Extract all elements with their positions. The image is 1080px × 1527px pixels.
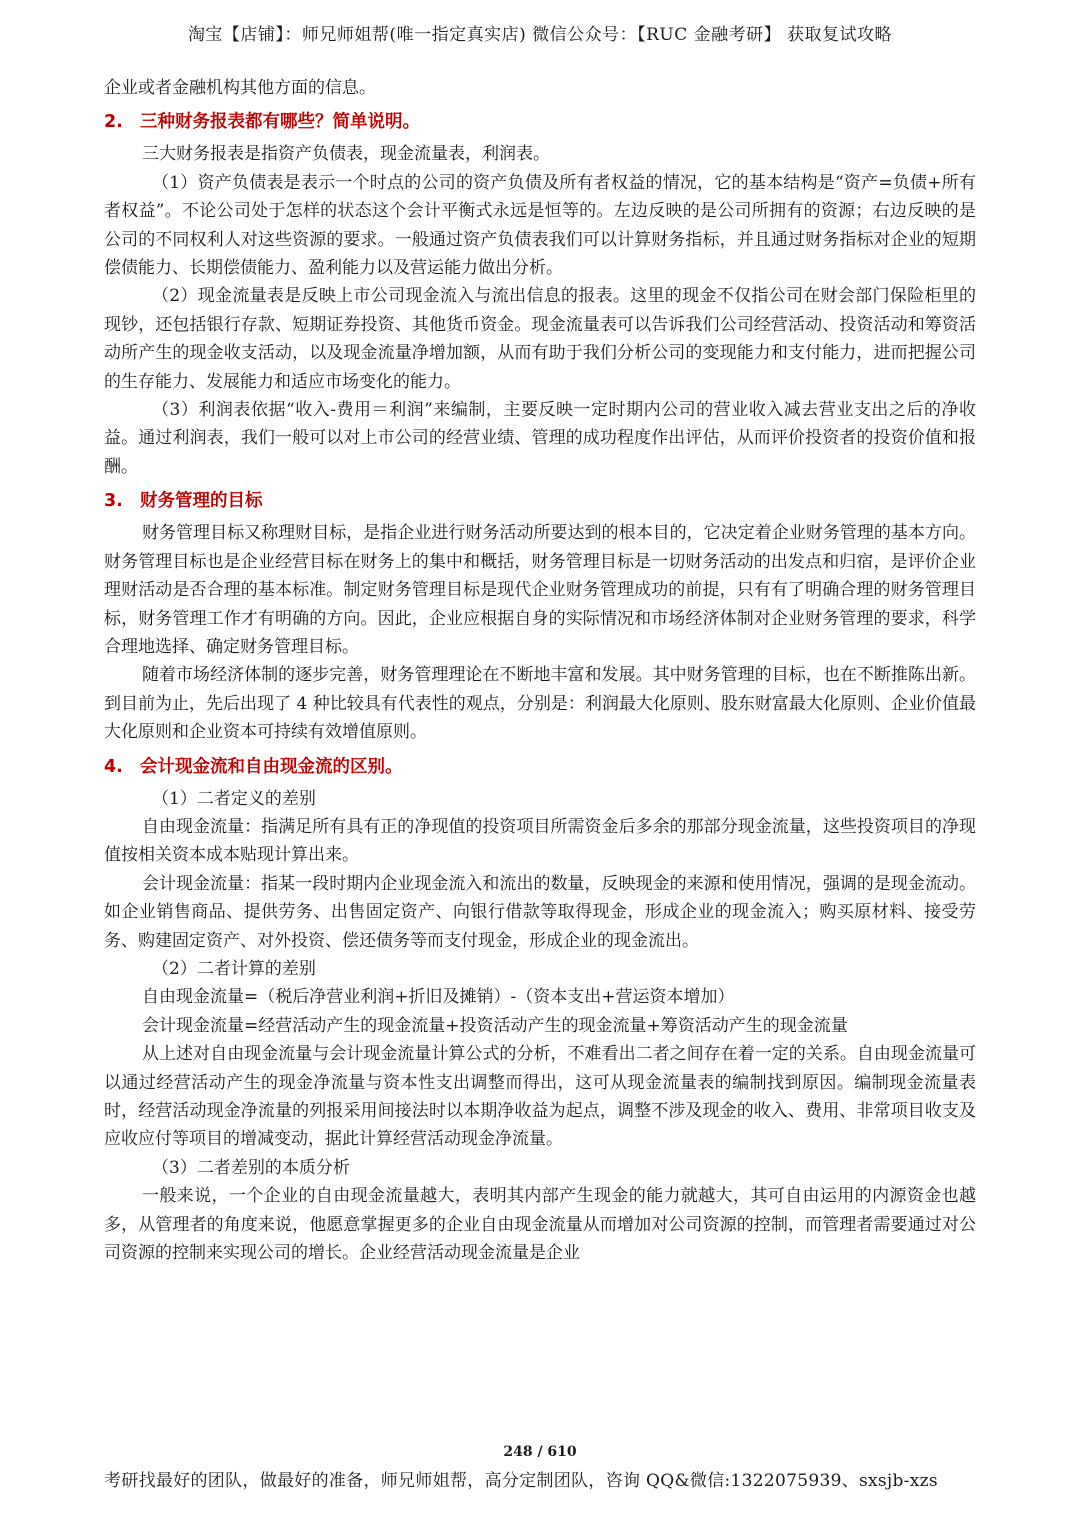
subheading: （1）二者定义的差别 [152, 788, 316, 809]
section-title: 财务管理的目标 [140, 491, 263, 512]
paragraph: （2）现金流量表是反映上市公司现金流入与流出信息的报表。这里的现金不仅指公司在财会部门保险柜里的现钞，还包括银行存款、短期证券投资、其他货币资金。现金流量表可以告诉我们公司经营活动、投资活动和筹资活动所产生的现金收支活动，以及现金流量净增加额，从而有助于我们分析公司的变现能力和支付能力，进而把握公司的生存能力、发展能力和适应市场变化的能力。 [104, 286, 976, 392]
paragraph: （3）利润表依据“收入-费用＝利润”来编制，主要反映一定时期内公司的营业收入减去营业支出之后的净收益。通过利润表，我们一般可以对上市公司的经营业绩、管理的成功程度作出评估，从而评价投资者的投资价值和报酬。 [104, 400, 976, 477]
paragraph: 自由现金流量：指满足所有具有正的净现值的投资项目所需资金后多余的那部分现金流量，这些投资项目的净现值按相关资本成本贴现计算出来。 [104, 816, 976, 866]
section-number: 4. [104, 756, 123, 777]
section-number: 3. [104, 491, 123, 512]
paragraph: 从上述对自由现金流量与会计现金流量计算公式的分析，不难看出二者之间存在着一定的关系。自由现金流量可以通过经营活动产生的现金净流量与资本性支出调整而得出，这可从现金流量表的编制找到原因。编制现金流量表时，经营活动现金净流量的列报采用间接法时以本期净收益为起点，调整不涉及现金的收入、费用、非常项目收支及应收应付等项目的增减变动，据此计算经营活动现金净流量。 [104, 1044, 976, 1150]
paragraph: 三大财务报表是指资产负债表，现金流量表，利润表。 [142, 144, 550, 165]
carryover-paragraph: 企业或者金融机构其他方面的信息。 [104, 78, 376, 98]
document-body [104, 74, 976, 1267]
subheading: （2）二者计算的差别 [152, 958, 316, 979]
section-heading-4 [104, 753, 976, 781]
subheading: （3）二者差别的本质分析 [152, 1157, 350, 1178]
paragraph: 财务管理目标又称理财目标，是指企业进行财务活动所要达到的根本目的，它决定着企业财务管理的基本方向。财务管理目标也是企业经营目标在财务上的集中和概括，财务管理目标是一切财务活动的出发点和归宿，是评价企业理财活动是否合理的基本标准。制定财务管理目标是现代企业财务管理成功的前提，只有有了明确合理的财务管理目标，财务管理工作才有明确的方向。因此，企业应根据自身的实际情况和市场经济体制对企业财务管理的要求，科学合理地选择、确定财务管理目标。 [104, 523, 976, 657]
section-number: 2. [104, 112, 123, 133]
paragraph: 会计现金流量：指某一段时期内企业现金流入和流出的数量，反映现金的来源和使用情况，强调的是现金流动。如企业销售商品、提供劳务、出售固定资产、向银行借款等取得现金，形成企业的现金流入；购买原材料、接受劳务、购建固定资产、对外投资、偿还债务等而支付现金，形成企业的现金流出。 [104, 873, 976, 951]
paragraph: （1）资产负债表是表示一个时点的公司的资产负债及所有者权益的情况，它的基本结构是“资产=负债+所有者权益”。不论公司处于怎样的状态这个会计平衡式永远是恒等的。左边反映的是公司所拥有的资源；右边反映的是公司的不同权利人对这些资源的要求。一般通过资产负债表我们可以计算财务指标，并且通过财务指标对企业的短期偿债能力、长期偿债能力、盈利能力以及营运能力做出分析。 [104, 172, 976, 279]
section-title: 三种财务报表都有哪些？简单说明。 [140, 112, 420, 133]
paragraph: 一般来说，一个企业的自由现金流量越大，表明其内部产生现金的能力就越大，其可自由运用的内源资金也越多，从管理者的角度来说，他愿意掌握更多的企业自由现金流量从而增加对公司资源的控制，而管理者需要通过对公司资源的控制来实现公司的增长。企业经营活动现金流量是企业 [104, 1186, 976, 1264]
section-heading-3 [104, 487, 976, 515]
formula: 会计现金流量=经营活动产生的现金流量+投资活动产生的现金流量+筹资活动产生的现金流量 [142, 1015, 848, 1036]
section-heading-2 [104, 108, 976, 136]
formula: 自由现金流量=（税后净营业利润+折旧及摊销）-（资本支出+营运资本增加） [142, 987, 735, 1008]
page-header: 淘宝【店铺】：师兄师姐帮(唯一指定真实店) 微信公众号：【RUC 金融考研】 获取复试攻略 [187, 25, 893, 45]
page-footer: 考研找最好的团队，做最好的准备，师兄师姐帮，高分定制团队，咨询 QQ&微信:1322075939、sxsjb-xzs [104, 1471, 938, 1491]
paragraph: 随着市场经济体制的逐步完善，财务管理理论在不断地丰富和发展。其中财务管理的目标，也在不断推陈出新。到目前为止，先后出现了 4 种比较具有代表性的观点，分别是：利润最大化原则、股东财富最大化原则、企业价值最大化原则和企业资本可持续有效增值原则。 [104, 665, 976, 743]
section-title: 会计现金流和自由现金流的区别。 [140, 756, 403, 777]
page-number: 248 / 610 [503, 1444, 577, 1460]
